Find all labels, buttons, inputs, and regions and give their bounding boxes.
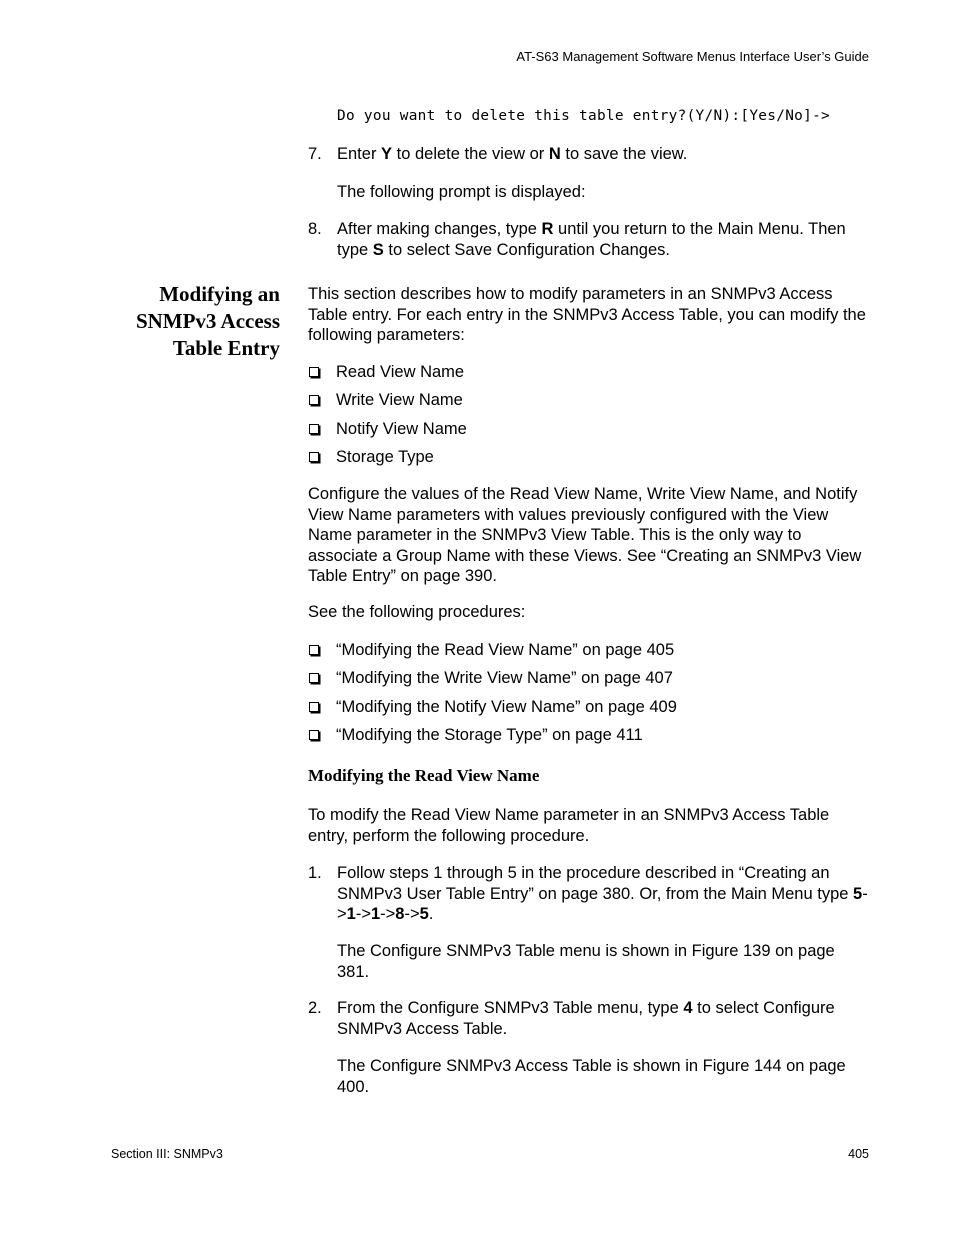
checkbox-bullet-icon — [309, 645, 319, 655]
list-item[interactable]: “Modifying the Read View Name” on page 405 — [308, 640, 870, 668]
list-item: Read View Name — [308, 362, 870, 390]
checkbox-bullet-icon — [309, 395, 319, 405]
key-s: S — [372, 240, 384, 259]
checkbox-bullet-icon — [309, 452, 319, 462]
list-item[interactable]: “Modifying the Write View Name” on page 407 — [308, 668, 870, 696]
step-number: 7. — [308, 145, 322, 163]
see-following: See the following procedures: — [308, 603, 526, 621]
subsection-intro: To modify the Read View Name parameter in an SNMPv3 Access Table entry, perform the following procedure. — [308, 806, 830, 845]
list-item: Notify View Name — [308, 419, 870, 447]
section-heading: Modifying an SNMPv3 Access Table Entry — [135, 282, 280, 360]
checkbox-bullet-icon — [309, 730, 319, 740]
code-prompt: Do you want to delete this table entry?(Y/N):[Yes/No]-> — [337, 108, 831, 124]
step-number: 8. — [308, 220, 322, 238]
list-item: Write View Name — [308, 390, 870, 418]
step-1-note: The Configure SNMPv3 Table menu is shown in Figure 139 on page 381. — [337, 942, 835, 981]
list-item: Storage Type — [308, 447, 870, 475]
list-item[interactable]: “Modifying the Notify View Name” on page 409 — [308, 697, 870, 725]
configure-paragraph: Configure the values of the Read View Name, Write View Name, and Notify View Name parameters with values previously configured with the View Name parameter in the SNMPv3 View Table. This is the only way to associate a Group Name with these Views. See “Creating an SNMPv3 View Table Entry” on page 390. — [308, 485, 862, 585]
step-number: 1. — [308, 864, 322, 882]
key-n: N — [548, 145, 561, 163]
key-r: R — [541, 220, 554, 238]
subsection-heading: Modifying the Read View Name — [308, 766, 540, 785]
step-8: 8. After making changes, type R until you return to the Main Menu. Then type S to select Save Configuration Changes. — [308, 220, 846, 259]
step-number: 2. — [308, 999, 322, 1017]
running-header: AT-S63 Management Software Menus Interface User’s Guide — [516, 49, 869, 64]
list-item[interactable]: “Modifying the Storage Type” on page 411 — [308, 725, 870, 753]
step-7: 7. Enter Y to delete the view or N to save the view. — [308, 145, 688, 163]
key-y: Y — [381, 145, 393, 163]
footer-section: Section III: SNMPv3 — [111, 1147, 223, 1161]
checkbox-bullet-icon — [309, 424, 319, 434]
page-number: 405 — [848, 1147, 869, 1161]
parameter-list — [308, 362, 870, 475]
section-intro: This section describes how to modify parameters in an SNMPv3 Access Table entry. For each entry in the SNMPv3 Access Table, you can modify the following parameters: — [308, 285, 866, 344]
step-1: 1. Follow steps 1 through 5 in the procedure described in “Creating an SNMPv3 User Table Entry” on page 380. Or, from the Main Menu type 5->1->1->8->5. — [308, 864, 868, 923]
key-4: 4 — [683, 999, 693, 1017]
prompt-note: The following prompt is displayed: — [337, 183, 586, 201]
checkbox-bullet-icon — [309, 367, 319, 377]
step-2-note: The Configure SNMPv3 Access Table is shown in Figure 144 on page 400. — [337, 1057, 846, 1096]
checkbox-bullet-icon — [309, 673, 319, 683]
step-2: 2. From the Configure SNMPv3 Table menu, type 4 to select Configure SNMPv3 Access Table. — [308, 999, 835, 1038]
procedure-list — [308, 640, 870, 753]
checkbox-bullet-icon — [309, 702, 319, 712]
